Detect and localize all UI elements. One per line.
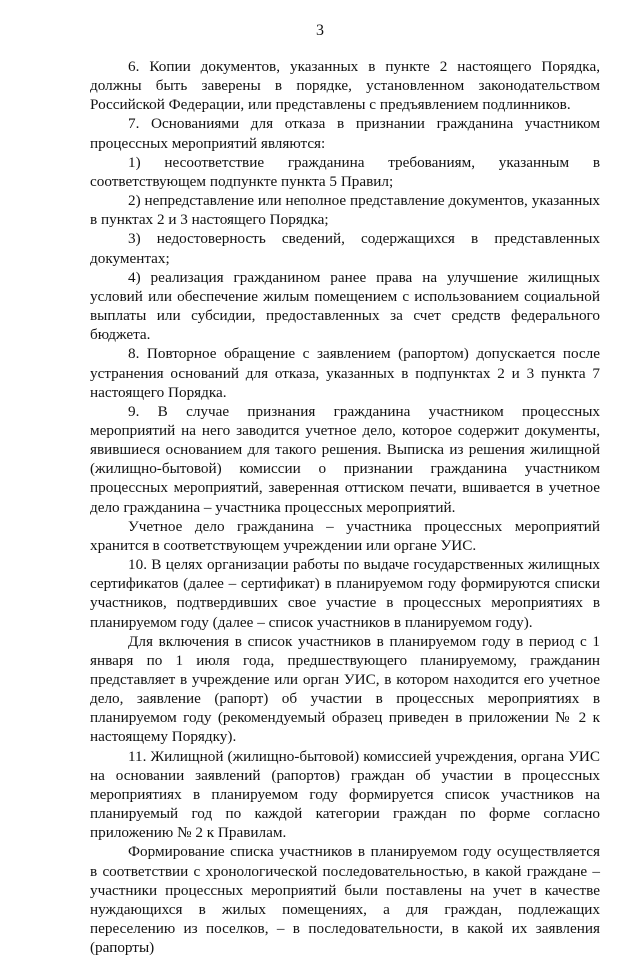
paragraph-11: 11. Жилищной (жилищно-бытовой) комиссией учреждения, органа УИС на основании заявлений (рапортов) граждан об участии в процессных мероприятиях в планируемом году формируется список участников на планируемый год по каждой категории граждан по форме согласно приложению № 2 к Правилам. <box>90 747 600 842</box>
paragraph-11-continued: Формирование списка участников в планируемом году осуществляется в соответствии с хронологической последовательностью, в какой граждане – участники процессных мероприятий были поставлены на учет в качестве нуждающихся в жилых помещениях, а для граждан, подлежащих переселению из поселков, – в последовательности, в какой их заявления (рапорты) <box>90 843 600 957</box>
document-body <box>90 57 600 957</box>
paragraph-8: 8. Повторное обращение с заявлением (рапортом) допускается после устранения оснований для отказа, указанных в подпунктах 2 и 3 пункта 7 настоящего Порядка. <box>90 345 600 401</box>
paragraph-10: 10. В целях организации работы по выдаче государственных жилищных сертификатов (далее – сертификат) в планируемом году формируются списки участников, подтвердивших свое участие в процессных мероприятиях в планируемом году (далее – список участников в планируемом году). <box>90 556 600 631</box>
paragraph-10-continued: Для включения в список участников в планируемом году в период с 1 января по 1 июля года, предшествующего планируемому, гражданин представляет в учреждение или орган УИС, в котором находится его учетное дело, заявление (рапорт) об участии в процессных мероприятиях в планируемом году (рекомендуемый образец приведен в приложении № 2 к настоящему Порядку). <box>90 632 600 746</box>
paragraph-7: 7. Основаниями для отказа в признании гражданина участником процессных мероприятий являются: <box>90 115 600 152</box>
paragraph-6: 6. Копии документов, указанных в пункте 2 настоящего Порядка, должны быть заверены в порядке, установленном законодательством Российской Федерации, или представлены с предъявлением подлинников. <box>90 58 600 114</box>
paragraph-9-continued: Учетное дело гражданина – участника процессных мероприятий хранится в соответствующем учреждении или органе УИС. <box>90 517 600 554</box>
paragraph-7-item-1: 1) несоответствие гражданина требованиям, указанным в соответствующем подпункте пункта 5 Правил; <box>90 153 600 190</box>
paragraph-7-item-4: 4) реализация гражданином ранее права на улучшение жилищных условий или обеспечение жилым помещением с использованием социальной выплаты или субсидии, предоставленных за счет средств федерального бюджета. <box>90 268 600 344</box>
page-number: 3 <box>316 22 324 39</box>
paragraph-9: 9. В случае признания гражданина участником процессных мероприятий на него заводится учетное дело, которое содержит документы, явившиеся основанием для такого решения. Выписка из решения жилищной (жилищно-бытовой) комиссии о признании гражданина участником процессных мероприятий, заверенная оттиском печати, вшивается в учетное дело гражданина – участника процессных мероприятий. <box>90 402 600 516</box>
paragraph-7-item-2: 2) непредставление или неполное представление документов, указанных в пунктах 2 и 3 настоящего Порядка; <box>90 192 600 229</box>
paragraph-7-item-3: 3) недостоверность сведений, содержащихся в представленных документах; <box>90 230 600 267</box>
